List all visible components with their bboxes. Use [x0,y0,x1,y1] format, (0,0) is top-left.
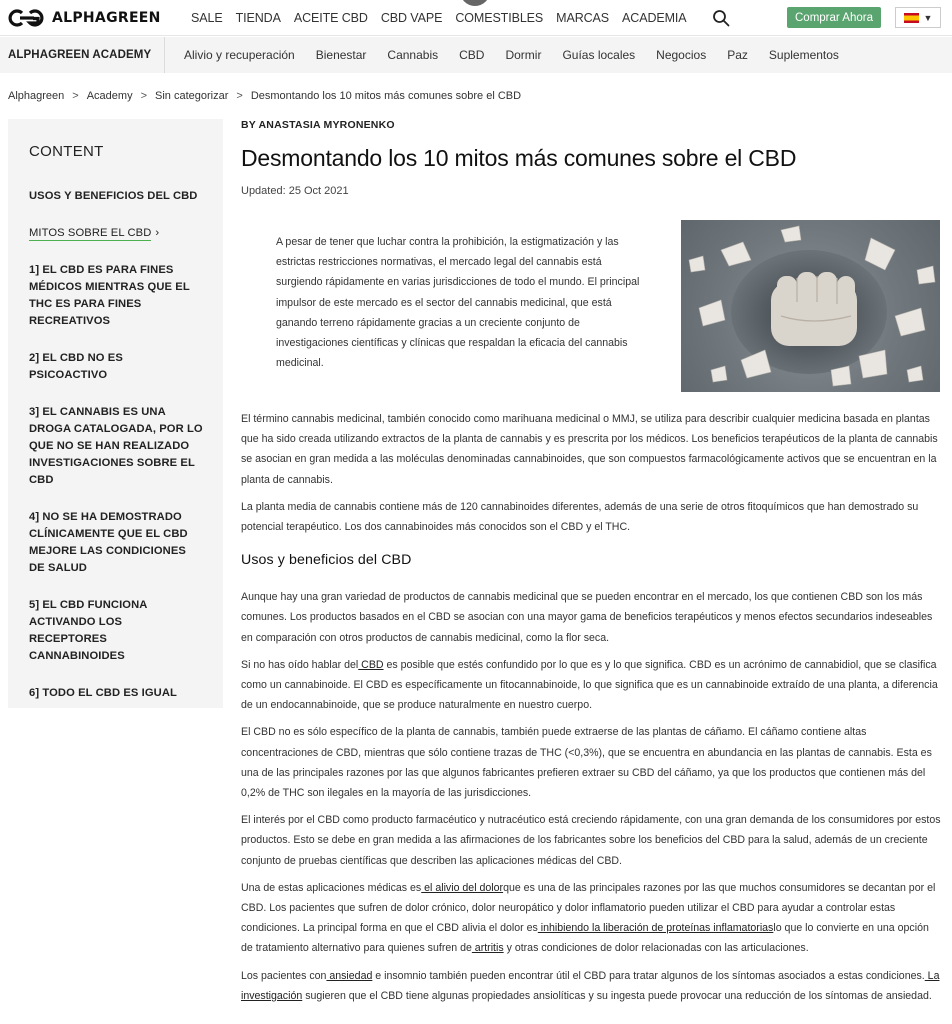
nav-item-comestibles[interactable]: COMESTIBLES [455,11,544,25]
breadcrumb-separator: > [236,90,243,102]
alphagreen-logo-icon [8,9,46,27]
academy-subnav [184,37,860,73]
text-run: Si no has oído hablar del [241,658,359,671]
link-cbd[interactable]: CBD [358,658,384,671]
toc-scroll-edge [8,708,223,716]
article-paragraph: Aunque hay una gran variedad de productos de cannabis medicinal que se pueden encontrar en el mercado, los que contienen CBD son los más comunes. Los productos basados en el CBD se asocian con una mayor gama de beneficios terapéuticos y menos efectos secundarios indeseables en comparación con otros productos de cannabis medicinal, como la flor seca. [241,591,933,644]
toc-item-mitos[interactable] [29,225,203,242]
subnav-item-dormir[interactable]: Dormir [505,48,542,62]
toc-title: CONTENT [29,143,104,160]
subnav-item-guias-locales[interactable]: Guías locales [562,48,636,62]
brand-name: ALPHAGREEN [52,10,161,26]
breadcrumb-home[interactable]: Alphagreen [8,90,65,102]
table-of-contents [8,119,223,716]
text-run: Una de estas aplicaciones médicas es [241,881,422,894]
link-alivio-del-dolor[interactable]: el alivio del dolor [421,881,504,894]
link-proteinas-inflamatorias[interactable]: inhibiendo la liberación de proteínas inflamatorias [537,922,774,935]
toc-item-label: MITOS SOBRE EL CBD [29,227,152,239]
nav-item-tienda[interactable]: TIENDA [235,11,281,25]
toc-item-myth-4[interactable]: 4] NO SE HA DEMOSTRADO CLÍNICAMENTE QUE EL CBD MEJORE LAS CONDICIONES DE SALUD [29,511,188,574]
nav-item-academia[interactable]: ACADEMIA [622,11,687,25]
article-intro-block [241,220,941,409]
text-run: e insomnio también pueden encontrar útil el CBD para tratar algunos de los síntomas asociados a estas condiciones. [372,969,925,982]
text-run: es posible que estés confundido por lo que es y lo que significa. CBD es un acrónimo de cannabidiol, que se clasifica como un cannabinoide. El CBD es específicamente un fitocannabinoide, lo que significa que es un cannabinoide extraído de una planta, a diferencia de un endocannabinoide, que se produce naturalmente en nuestro cuerpo. [241,658,938,712]
chevron-right-icon: › [155,227,160,239]
text-run: y otras condiciones de dolor relacionadas con las articulaciones. [503,942,809,955]
subnav-item-negocios[interactable]: Negocios [656,48,707,62]
toc-item-myth-5[interactable]: 5] EL CBD FUNCIONA ACTIVANDO LOS RECEPTORES CANNABINOIDES [29,599,148,662]
article-paragraph [241,878,941,959]
text-run: sugieren que el CBD tiene algunas propiedades ansiolíticas y su ingesta puede provocar una reducción de los síntomas de ansiedad. [302,989,932,1002]
subnav-item-cbd[interactable]: CBD [459,48,485,62]
subnav-divider [164,37,165,73]
main-nav [191,0,700,36]
text-run: que es una de las principales razones por las que muchos consumidores se decantan por el CBD. Los pacientes que sufren de dolor crónico, dolor neuropático y dolor inflamatorio pueden utilizar el CBD para ayudar a controlar estas condiciones. La principal forma en que el CBD alivia el dolor es [241,881,936,935]
article [241,119,941,1013]
article-intro: A pesar de tener que luchar contra la prohibición, la estigmatización y las estrictas restricciones normativas, el mercado legal del cannabis está surgiendo rápidamente en varias jurisdicciones de todo el mundo. El principal impulsor de este mercado es el sector del cannabis medicinal, que está ganando terreno rápidamente gracias a un creciente conjunto de investigaciones científicas y clínicas que respaldan la eficacia del cannabis medicinal. [276,236,640,370]
site-header [0,0,952,36]
link-la-investigacion[interactable]: La investigación [241,969,940,1002]
article-paragraph: La planta media de cannabis contiene más de 120 cannabinoides diferentes, además de una serie de otros fitoquímicos que han demostrado su potencial terapéutico. Los dos cannabinoides más conocidos son el CBD y el THC. [241,500,919,534]
text-run: lo que lo convierte en una opción de tratamiento alternativo para quienes sufren de [241,922,929,955]
breadcrumb-separator: > [72,90,79,102]
article-paragraph: El CBD no es sólo específico de la planta de cannabis, también puede extraerse de las plantas de cáñamo. El cáñamo contiene altas concentraciones de CBD, mientras que sólo contiene trazas de THC (<0,3%), que se encuentra en abundancia en las plantas de cannabis. Esta es una de las principales razones por las que algunos fabricantes prefieren extraer su CBD del cáñamo, ya que los productos que contienen más del 0,2% de THC son ilegales en la mayoría de las jurisdicciones. [241,726,932,800]
language-selector[interactable] [895,7,941,28]
toc-item-myth-2[interactable]: 2] EL CBD NO ES PSICOACTIVO [29,352,123,381]
hero-image [681,220,940,392]
nav-item-sale[interactable]: SALE [191,11,223,25]
article-title: Desmontando los 10 mitos más comunes sobre el CBD [241,145,797,171]
breadcrumb-category[interactable]: Sin categorizar [155,90,229,102]
breadcrumb [8,90,521,102]
breadcrumb-separator: > [140,90,148,102]
nav-item-marcas[interactable]: MARCAS [556,11,610,25]
nav-item-aceite-cbd[interactable]: ACEITE CBD [293,11,368,25]
fist-breaking-wall-illustration [681,220,940,392]
article-paragraph: El interés por el CBD como producto farmacéutico y nutracéutico está creciendo rápidamente, con una gran demanda de los consumidores por estos productos. Esto se debe en gran medida a las afirmaciones de los fabricantes sobre los beneficios del CBD para la salud, además de un creciente conjunto de pruebas científicas que describen las aplicaciones médicas del CBD. [241,814,941,867]
search-icon[interactable] [712,9,730,27]
subnav-item-cannabis[interactable]: Cannabis [387,48,439,62]
article-updated-date: Updated: 25 Oct 2021 [241,185,349,197]
link-ansiedad[interactable]: ansiedad [326,969,373,982]
subnav-item-alivio[interactable]: Alivio y recuperación [184,48,295,62]
article-paragraph: El término cannabis medicinal, también conocido como marihuana medicinal o MMJ, se utiliza para describir cualquier medicina basada en plantas que ha sido creada utilizando extractos de la planta de cannabis y es prescrita por los médicos. Los beneficios terapéuticos de la planta de cannabis se asocian en gran medida a las moléculas denominadas cannabinoides, que son compuestos farmacológicamente activos que se encuentran en la planta de cannabis. [241,413,938,486]
text-run: Los pacientes con [241,969,327,982]
toc-item-usos-beneficios[interactable]: USOS Y BENEFICIOS DEL CBD [29,190,198,202]
subnav-item-bienestar[interactable]: Bienestar [315,48,367,62]
nav-item-cbd-vape[interactable]: CBD VAPE [380,11,443,25]
article-paragraph [241,655,941,716]
spain-flag-icon [904,13,919,23]
article-paragraph [241,966,941,1006]
subnav-item-suplementos[interactable]: Suplementos [768,48,839,62]
breadcrumb-academy[interactable]: Academy [86,90,133,102]
subnav-item-paz[interactable]: Paz [727,48,748,62]
toc-item-myth-6[interactable]: 6] TODO EL CBD ES IGUAL [29,687,177,699]
toc-item-myth-3[interactable]: 3] EL CANNABIS ES UNA DROGA CATALOGADA, POR LO QUE NO SE HAN REALIZADO INVESTIGACIONES SOBRE EL CBD [29,406,203,486]
academy-title[interactable]: ALPHAGREEN ACADEMY [8,49,152,61]
caret-down-icon: ▼ [923,12,933,23]
academy-subnav-bar [0,37,952,73]
toc-item-myth-1[interactable]: 1] EL CBD ES PARA FINES MÉDICOS MIENTRAS QUE EL THC ES PARA FINES RECREATIVOS [29,264,190,327]
breadcrumb-current: Desmontando los 10 mitos más comunes sobre el CBD [250,90,522,102]
section-heading-usos-beneficios: Usos y beneficios del CBD [241,552,412,569]
article-byline: BY ANASTASIA MYRONENKO [241,119,395,131]
buy-now-button[interactable]: Comprar Ahora [787,7,881,28]
brand-logo[interactable] [8,8,161,28]
link-artritis[interactable]: artritis [471,942,504,955]
